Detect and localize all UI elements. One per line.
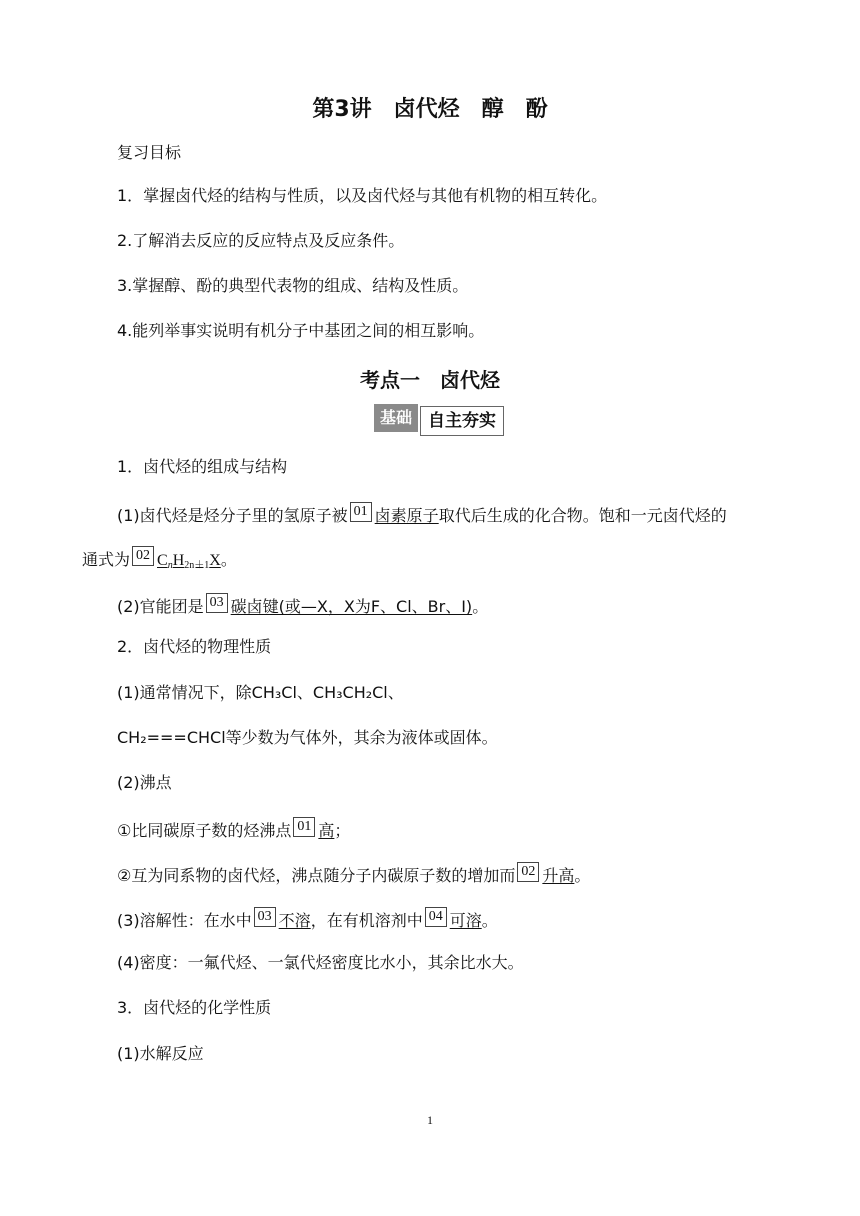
formula-x: X bbox=[209, 552, 221, 569]
s1-heading: 1．卤代烃的组成与结构 bbox=[117, 457, 288, 476]
blank-number: 01 bbox=[350, 502, 372, 522]
s2-paragraph-5 bbox=[117, 910, 498, 933]
answer-text: 高 bbox=[318, 821, 335, 840]
s3-heading: 3．卤代烃的化学性质 bbox=[117, 998, 272, 1017]
section-badge bbox=[374, 404, 504, 436]
formula-answer bbox=[157, 552, 221, 569]
goals-heading: 复习目标 bbox=[117, 143, 182, 162]
s2-paragraph-1: (1)通常情况下，除CH₃Cl、CH₃CH₂Cl、 bbox=[117, 683, 404, 702]
s2-paragraph-1b: CH₂===CHCl等少数为气体外，其余为液体或固体。 bbox=[117, 728, 498, 747]
goal-item-3: 3.掌握醇、酚的典型代表物的组成、结构及性质。 bbox=[117, 276, 469, 295]
formula-h: H bbox=[172, 552, 185, 569]
s2-p5-text-mid: ，在有机溶剂中 bbox=[310, 911, 423, 930]
blank-number: 03 bbox=[206, 593, 228, 613]
answer-text: 不溶 bbox=[278, 911, 311, 930]
s2-paragraph-2: (2)沸点 bbox=[117, 773, 172, 792]
s1-p2-end: 。 bbox=[472, 597, 489, 616]
s2-heading: 2．卤代烃的物理性质 bbox=[117, 637, 272, 656]
s1-paragraph-1 bbox=[117, 505, 727, 528]
s2-p4-text: ②互为同系物的卤代烃，沸点随分子内碳原子数的增加而 bbox=[117, 866, 516, 885]
goal-item-1: 1．掌握卤代烃的结构与性质，以及卤代烃与其他有机物的相互转化。 bbox=[117, 186, 608, 205]
s2-paragraph-3 bbox=[117, 820, 350, 843]
page-title: 第3讲 卤代烃 醇 酚 bbox=[312, 97, 548, 122]
blank-number: 04 bbox=[425, 907, 447, 927]
blank-number: 02 bbox=[517, 862, 539, 882]
formula-subscript: 2n＋1 bbox=[184, 560, 210, 571]
badge-basic: 基础 bbox=[374, 404, 418, 432]
answer-text: 碳卤键(或—X，X为F、Cl、Br、I) bbox=[230, 597, 473, 616]
answer-text: 升高 bbox=[542, 866, 575, 885]
formula-n: n bbox=[167, 560, 173, 571]
s1-p1-text-cont: 取代后生成的化合物。饱和一元卤代烃的 bbox=[438, 506, 727, 525]
page-number: 1 bbox=[427, 1113, 433, 1127]
s2-paragraph-6: (4)密度：一氟代烃、一氯代烃密度比水小，其余比水大。 bbox=[117, 953, 524, 972]
s2-p3-text: ①比同碳原子数的烃沸点 bbox=[117, 821, 292, 840]
s2-p5-text: (3)溶解性：在水中 bbox=[117, 911, 252, 930]
section-title: 考点一 卤代烃 bbox=[360, 368, 500, 392]
s2-p3-end: ； bbox=[334, 821, 351, 840]
goal-item-2: 2.了解消去反应的反应特点及反应条件。 bbox=[117, 231, 405, 250]
blank-number: 01 bbox=[293, 817, 315, 837]
s1-paragraph-1b bbox=[82, 549, 237, 572]
s1-p1b-end: 。 bbox=[220, 550, 237, 569]
blank-number: 03 bbox=[254, 907, 276, 927]
badge-self-study: 自主夯实 bbox=[420, 406, 504, 436]
s1-p2-text: (2)官能团是 bbox=[117, 597, 204, 616]
formula-c: C bbox=[157, 552, 168, 569]
s1-paragraph-2 bbox=[117, 596, 488, 619]
s1-p1b-text: 通式为 bbox=[82, 550, 131, 569]
answer-text: 卤素原子 bbox=[374, 506, 439, 525]
answer-text: 可溶 bbox=[449, 911, 482, 930]
goal-item-4: 4.能列举事实说明有机分子中基团之间的相互影响。 bbox=[117, 321, 485, 340]
s2-paragraph-4 bbox=[117, 865, 590, 888]
s3-paragraph-1: (1)水解反应 bbox=[117, 1044, 204, 1063]
s1-p1-text: (1)卤代烃是烃分子里的氢原子被 bbox=[117, 506, 348, 525]
s2-p4-end: 。 bbox=[574, 866, 591, 885]
s2-p5-end: 。 bbox=[481, 911, 498, 930]
blank-number: 02 bbox=[132, 546, 154, 566]
